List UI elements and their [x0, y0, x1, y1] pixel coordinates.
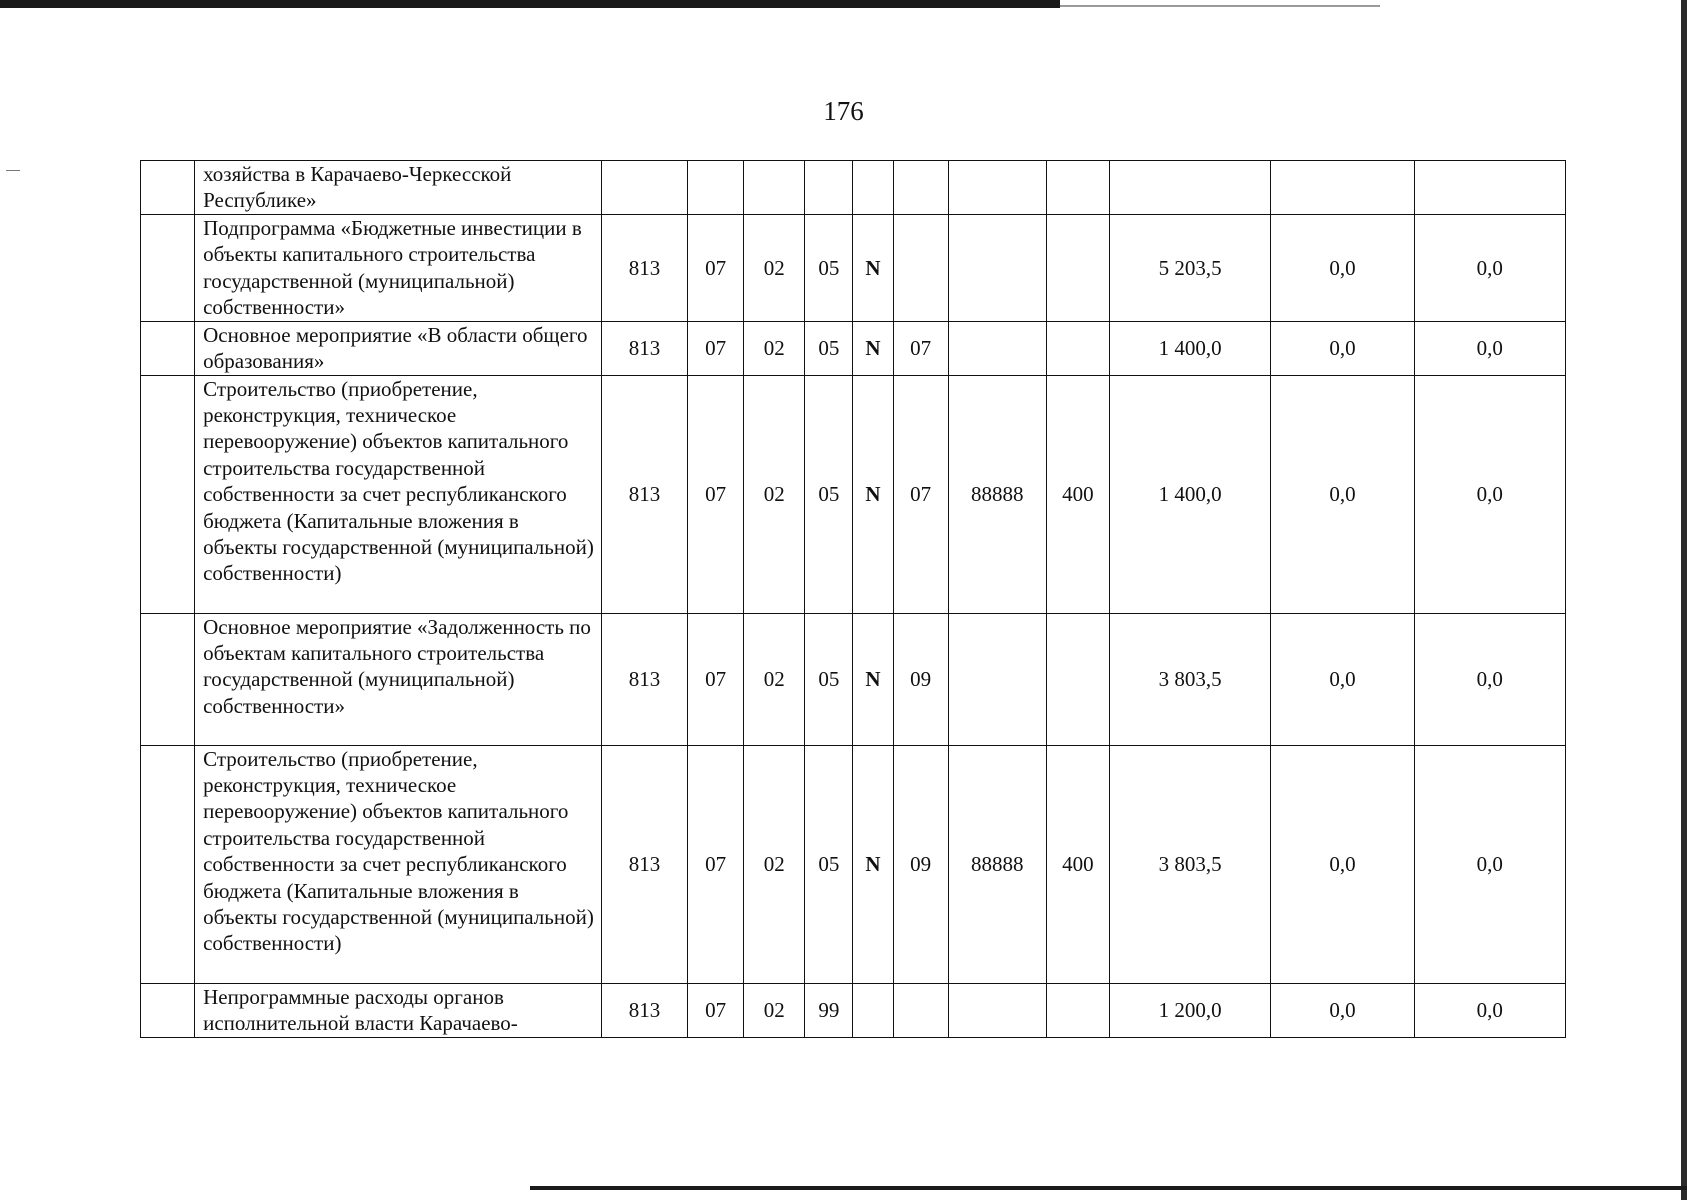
amount-year2-cell: 0,0 [1271, 745, 1414, 983]
section-code-cell: 07 [688, 613, 744, 745]
expense-type-cell: 400 [1046, 375, 1109, 613]
activity-code-cell [893, 161, 948, 215]
expense-type-cell [1046, 321, 1109, 375]
scan-border-right [1681, 0, 1687, 1200]
scan-margin-mark [6, 170, 20, 171]
subsection-code-cell [744, 161, 805, 215]
activity-code-cell [893, 215, 948, 322]
ministry-code-cell: 813 [601, 745, 687, 983]
table-row [141, 161, 1566, 215]
amount-year3-cell: 0,0 [1414, 983, 1565, 1037]
direction-code-cell [948, 983, 1046, 1037]
direction-code-cell [948, 321, 1046, 375]
program-code-cell: 05 [805, 613, 853, 745]
row-number-cell [141, 983, 195, 1037]
direction-code-cell: 88888 [948, 375, 1046, 613]
section-code-cell [688, 161, 744, 215]
row-number-cell [141, 215, 195, 322]
amount-year1-cell [1109, 161, 1270, 215]
page-number: 176 [823, 96, 864, 126]
amount-year1-cell: 3 803,5 [1109, 613, 1270, 745]
table-row [141, 745, 1566, 983]
activity-code-cell [893, 983, 948, 1037]
subsection-code-cell: 02 [744, 613, 805, 745]
expense-type-cell [1046, 613, 1109, 745]
expense-type-cell [1046, 215, 1109, 322]
subsection-code-cell: 02 [744, 375, 805, 613]
amount-year1-cell: 5 203,5 [1109, 215, 1270, 322]
program-code-cell: 05 [805, 321, 853, 375]
expense-type-cell: 400 [1046, 745, 1109, 983]
program-code-cell: 05 [805, 375, 853, 613]
amount-year1-cell: 1 200,0 [1109, 983, 1270, 1037]
description-cell: Основное мероприятие «Задолженность по объектам капитального строительства государственной (муниципальной) собственности» [195, 613, 602, 745]
program-code-cell [805, 161, 853, 215]
program-code-cell: 99 [805, 983, 853, 1037]
ministry-code-cell: 813 [601, 375, 687, 613]
subprogram-code-cell: N [853, 745, 893, 983]
subprogram-code-cell: N [853, 613, 893, 745]
table-row [141, 215, 1566, 322]
table-row [141, 613, 1566, 745]
section-code-cell: 07 [688, 321, 744, 375]
table-row [141, 321, 1566, 375]
amount-year3-cell: 0,0 [1414, 613, 1565, 745]
scan-border-bottom [530, 1186, 1687, 1190]
amount-year3-cell [1414, 161, 1565, 215]
row-number-cell [141, 161, 195, 215]
ministry-code-cell [601, 161, 687, 215]
subprogram-code-cell [853, 161, 893, 215]
ministry-code-cell: 813 [601, 613, 687, 745]
description-cell: Строительство (приобретение, реконструкция, техническое перевооружение) объектов капитального строительства государственной собственности за счет республиканского бюджета (Капитальные вложения в объекты государственной (муниципальной) собственности) [195, 745, 602, 983]
ministry-code-cell: 813 [601, 321, 687, 375]
expense-type-cell [1046, 161, 1109, 215]
scan-border-top [0, 0, 1060, 8]
activity-code-cell: 09 [893, 613, 948, 745]
row-number-cell [141, 613, 195, 745]
subprogram-code-cell: N [853, 375, 893, 613]
section-code-cell: 07 [688, 745, 744, 983]
description-cell: Строительство (приобретение, реконструкция, техническое перевооружение) объектов капитального строительства государственной собственности за счет республиканского бюджета (Капитальные вложения в объекты государственной (муниципальной) собственности) [195, 375, 602, 613]
program-code-cell: 05 [805, 745, 853, 983]
description-cell: Подпрограмма «Бюджетные инвестиции в объекты капитального строительства государственной (муниципальной) собственности» [195, 215, 602, 322]
direction-code-cell: 88888 [948, 745, 1046, 983]
amount-year2-cell: 0,0 [1271, 215, 1414, 322]
row-number-cell [141, 375, 195, 613]
amount-year3-cell: 0,0 [1414, 321, 1565, 375]
subsection-code-cell: 02 [744, 745, 805, 983]
subsection-code-cell: 02 [744, 321, 805, 375]
activity-code-cell: 07 [893, 375, 948, 613]
amount-year1-cell: 3 803,5 [1109, 745, 1270, 983]
amount-year2-cell: 0,0 [1271, 983, 1414, 1037]
amount-year3-cell: 0,0 [1414, 215, 1565, 322]
amount-year3-cell: 0,0 [1414, 745, 1565, 983]
amount-year2-cell: 0,0 [1271, 321, 1414, 375]
subprogram-code-cell: N [853, 321, 893, 375]
description-cell: Основное мероприятие «В области общего образования» [195, 321, 602, 375]
subsection-code-cell: 02 [744, 983, 805, 1037]
amount-year2-cell [1271, 161, 1414, 215]
subprogram-code-cell [853, 983, 893, 1037]
program-code-cell: 05 [805, 215, 853, 322]
ministry-code-cell: 813 [601, 215, 687, 322]
budget-table [140, 160, 1566, 1038]
description-cell: хозяйства в Карачаево-Черкесской Республике» [195, 161, 602, 215]
section-code-cell: 07 [688, 215, 744, 322]
section-code-cell: 07 [688, 375, 744, 613]
amount-year1-cell: 1 400,0 [1109, 321, 1270, 375]
amount-year2-cell: 0,0 [1271, 613, 1414, 745]
activity-code-cell: 09 [893, 745, 948, 983]
row-number-cell [141, 745, 195, 983]
amount-year3-cell: 0,0 [1414, 375, 1565, 613]
direction-code-cell [948, 613, 1046, 745]
expense-type-cell [1046, 983, 1109, 1037]
amount-year1-cell: 1 400,0 [1109, 375, 1270, 613]
description-cell: Непрограммные расходы органов исполнительной власти Карачаево- [195, 983, 602, 1037]
row-number-cell [141, 321, 195, 375]
section-code-cell: 07 [688, 983, 744, 1037]
amount-year2-cell: 0,0 [1271, 375, 1414, 613]
direction-code-cell [948, 161, 1046, 215]
subsection-code-cell: 02 [744, 215, 805, 322]
table-row [141, 375, 1566, 613]
table-row [141, 983, 1566, 1037]
direction-code-cell [948, 215, 1046, 322]
scan-border-top-thin [1060, 5, 1380, 7]
ministry-code-cell: 813 [601, 983, 687, 1037]
subprogram-code-cell: N [853, 215, 893, 322]
activity-code-cell: 07 [893, 321, 948, 375]
